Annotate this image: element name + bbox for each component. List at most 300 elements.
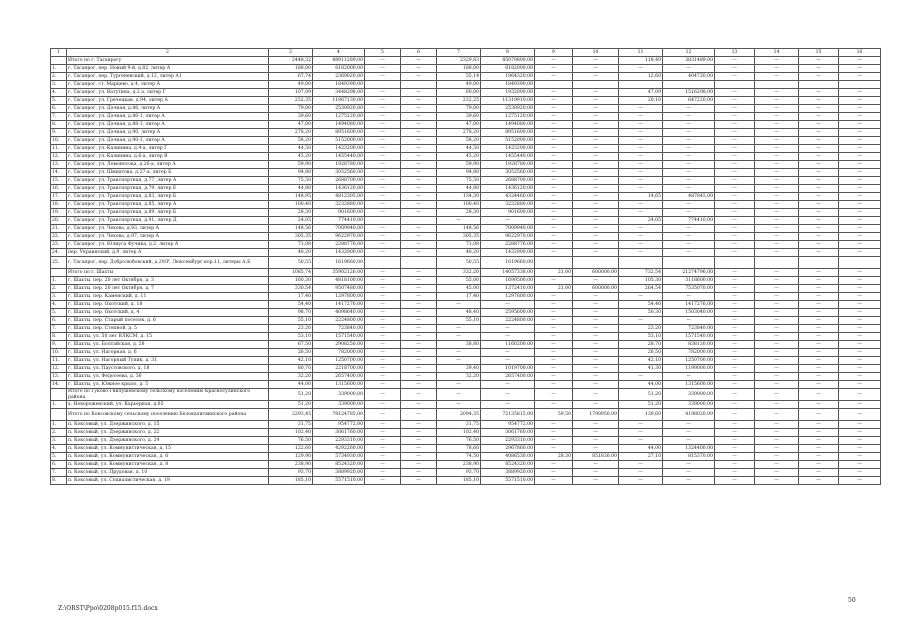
value-cell: — [573, 225, 619, 233]
value-cell: — [839, 209, 881, 217]
value-cell: 1790950,00 [573, 409, 619, 421]
value-cell: — [573, 185, 619, 193]
value-cell: — [799, 241, 839, 249]
value-cell: 1619660,00 [313, 257, 365, 269]
value-cell: — [715, 381, 755, 389]
value-cell: — [573, 365, 619, 373]
value-cell: — [365, 333, 401, 341]
value-cell: — [755, 249, 799, 257]
value-cell: — [755, 217, 799, 225]
address-cell: г. Шахты, пер. Степной, д. 5 [67, 325, 269, 333]
value-cell: 1494080,00 [313, 121, 365, 129]
value-cell: — [799, 97, 839, 105]
row-number-cell: 13. [51, 373, 67, 381]
value-cell: — [401, 437, 437, 445]
value-cell: — [401, 381, 437, 389]
value-cell [799, 257, 839, 269]
value-cell: — [401, 269, 437, 277]
value-cell: 5571510,00 [481, 477, 535, 485]
value-cell: — [365, 293, 401, 301]
value-cell: 28,30 [535, 453, 573, 461]
value-cell: 40,20 [437, 249, 481, 257]
value-cell: — [365, 285, 401, 293]
value-cell: — [365, 121, 401, 129]
value-cell: — [715, 105, 755, 113]
address-cell: г. Таганрог, ул. Ватутина, д.2 а, литер Г [67, 89, 269, 97]
value-cell: — [755, 453, 799, 461]
value-cell: 71,08 [437, 241, 481, 249]
value-cell: — [799, 333, 839, 341]
value-cell: — [365, 241, 401, 249]
value-cell: — [401, 153, 437, 161]
header-row [51, 49, 881, 57]
value-cell: — [839, 193, 881, 201]
value-cell: — [535, 145, 573, 153]
value-cell: — [365, 153, 401, 161]
table-row [51, 257, 881, 269]
value-cell: — [535, 209, 573, 217]
value-cell: — [799, 89, 839, 97]
table-row [51, 225, 881, 233]
value-cell: 21274796,00 [663, 269, 715, 277]
value-cell: — [619, 317, 663, 325]
value-cell: — [619, 153, 663, 161]
address-cell: г. Шахты, ул. Федосеева, д. 36 [67, 373, 269, 381]
value-cell: — [799, 277, 839, 285]
value-cell: — [663, 429, 715, 437]
value-cell: 1494080,00 [481, 121, 535, 129]
value-cell: 1324400,00 [663, 445, 715, 453]
value-cell: — [401, 469, 437, 477]
value-cell: 100,40 [437, 201, 481, 209]
value-cell: — [573, 341, 619, 349]
value-cell: — [663, 293, 715, 301]
table-row [51, 105, 881, 113]
row-number-cell: 21. [51, 225, 67, 233]
value-cell: — [573, 145, 619, 153]
value-cell: — [401, 309, 437, 317]
value-cell: 8524320,00 [481, 461, 535, 469]
table-row [51, 309, 881, 317]
value-cell: 24,05 [269, 217, 313, 225]
value-cell: — [573, 137, 619, 145]
value-cell: — [401, 421, 437, 429]
value-cell: — [365, 453, 401, 461]
value-cell: — [619, 373, 663, 381]
value-cell: — [535, 421, 573, 429]
value-cell: — [755, 89, 799, 97]
value-cell: 55,10 [269, 317, 313, 325]
value-cell: — [839, 65, 881, 73]
value-cell: 2688700,00 [313, 177, 365, 185]
value-cell: 1964320,00 [481, 73, 535, 81]
address-cell: п. Коксовый, ул. Дзержинского, д. 22 [67, 429, 269, 437]
table-row [51, 145, 881, 153]
value-cell: — [715, 309, 755, 317]
value-cell: — [365, 89, 401, 97]
value-cell: — [365, 65, 401, 73]
value-cell: — [755, 241, 799, 249]
value-cell: — [715, 453, 755, 461]
address-cell: г. Таганрог, ул. Дачная, д.90-1, литер А [67, 137, 269, 145]
row-number-cell: 20. [51, 217, 67, 225]
value-cell: 1436120,00 [481, 185, 535, 193]
value-cell: 1199000,00 [663, 365, 715, 373]
value-cell: — [619, 437, 663, 445]
row-number-cell: 12. [51, 153, 67, 161]
value-cell: — [715, 317, 755, 325]
table-row [51, 137, 881, 145]
value-cell: — [799, 269, 839, 277]
table-row [51, 169, 881, 177]
table-row [51, 301, 881, 309]
value-cell: — [365, 429, 401, 437]
value-cell: 1417276,00 [313, 301, 365, 309]
value-cell: 148,56 [437, 225, 481, 233]
value-cell: — [663, 373, 715, 381]
value-cell: 2448,32 [269, 57, 313, 65]
table-row [51, 445, 881, 453]
value-cell: — [839, 89, 881, 97]
value-cell: 45,00 [437, 285, 481, 293]
value-cell: — [365, 233, 401, 241]
value-cell: 129,90 [269, 453, 313, 461]
address-cell: г. Таганрог, ул. Чехова, д.93, литер А [67, 225, 269, 233]
value-cell: 4292260,00 [313, 445, 365, 453]
value-cell: 4098640,00 [313, 309, 365, 317]
value-cell: — [365, 193, 401, 201]
value-cell: 67,74 [269, 73, 313, 81]
value-cell: — [401, 373, 437, 381]
address-cell: г. Таганрог, ул. Юлиуса Фучика, д.2, литер А [67, 241, 269, 249]
value-cell: 39,40 [437, 365, 481, 373]
value-cell: — [619, 65, 663, 73]
value-cell: — [573, 241, 619, 249]
value-cell: — [401, 89, 437, 97]
address-cell: г. Шахты, пер. Охотский, д. 18 [67, 301, 269, 309]
value-cell: — [401, 233, 437, 241]
value-cell: 723840,00 [663, 325, 715, 333]
value-cell: — [365, 177, 401, 185]
value-cell: — [715, 217, 755, 225]
value-cell: 1297800,00 [481, 293, 535, 301]
value-cell: — [573, 293, 619, 301]
value-cell: — [365, 249, 401, 257]
value-cell: — [839, 461, 881, 469]
value-cell: — [619, 177, 663, 185]
value-cell [755, 257, 799, 269]
value-cell: — [663, 461, 715, 469]
value-cell: — [573, 57, 619, 65]
value-cell: — [839, 169, 881, 177]
value-cell: — [839, 409, 881, 421]
value-cell: — [839, 97, 881, 105]
value-cell: — [365, 201, 401, 209]
value-cell [573, 81, 619, 89]
value-cell: — [663, 233, 715, 241]
value-cell: 42,10 [269, 357, 313, 365]
value-cell: 4818100,00 [313, 277, 365, 285]
value-cell: — [799, 73, 839, 81]
value-cell: — [839, 325, 881, 333]
value-cell: — [535, 169, 573, 177]
value-cell: — [619, 161, 663, 169]
value-cell: — [619, 233, 663, 241]
value-cell: — [715, 129, 755, 137]
address-cell: г. Таганрог, ул. Транспортная, д.77, литер А [67, 177, 269, 185]
value-cell: — [535, 97, 573, 105]
value-cell: 1297800,00 [313, 293, 365, 301]
address-cell: г. Таганрог, ул. Гречецкая, д.94, литер А [67, 97, 269, 105]
value-cell: — [619, 429, 663, 437]
address-cell: пер. Украинский, д.9, литер А [67, 249, 269, 257]
value-cell: 58,20 [269, 137, 313, 145]
value-cell: — [619, 421, 663, 429]
value-cell: — [401, 185, 437, 193]
value-cell: 252,35 [269, 97, 313, 105]
value-cell: — [839, 309, 881, 317]
table-row [51, 437, 881, 445]
value-cell: — [715, 421, 755, 429]
address-cell: г. Таганрог, ул. Транспортная, д.79, литер Е [67, 185, 269, 193]
value-cell: — [365, 277, 401, 285]
value-cell: — [619, 477, 663, 485]
value-cell: — [799, 177, 839, 185]
row-number-cell: 8. [51, 333, 67, 341]
value-cell: — [481, 217, 535, 225]
value-cell: — [839, 381, 881, 389]
value-cell: — [573, 325, 619, 333]
value-cell: — [401, 161, 437, 169]
value-cell: 3061760,00 [481, 429, 535, 437]
row-number-cell: 1. [51, 401, 67, 409]
value-cell: — [573, 309, 619, 317]
value-cell: 75,50 [269, 177, 313, 185]
value-cell: — [663, 177, 715, 185]
value-cell: — [715, 437, 755, 445]
value-cell: 79,00 [437, 105, 481, 113]
value-cell: — [365, 349, 401, 357]
address-cell: г. Таганрог, ул. Калинина, д.6-а, литер В [67, 153, 269, 161]
value-cell: — [715, 57, 755, 65]
value-cell: 1516298,00 [663, 89, 715, 97]
value-cell: 71,08 [269, 241, 313, 249]
address-cell: г. Таганрог, пер. Новый 9-й, д.82, литер А [67, 65, 269, 73]
value-cell: — [755, 381, 799, 389]
value-cell: — [799, 57, 839, 65]
value-cell: — [715, 277, 755, 285]
value-cell: 8951600,00 [481, 129, 535, 137]
value-cell: — [799, 193, 839, 201]
address-cell: г. Таганрог, ул. Транспортная, д.89, литер Б [67, 209, 269, 217]
value-cell: — [573, 209, 619, 217]
value-cell: — [755, 145, 799, 153]
value-cell: 160,30 [269, 277, 313, 285]
value-cell: — [755, 185, 799, 193]
value-cell: 139,60 [619, 409, 663, 421]
value-cell: 88911289,00 [313, 57, 365, 65]
value-cell: — [799, 381, 839, 389]
value-cell: — [839, 389, 881, 401]
value-cell: — [799, 293, 839, 301]
value-cell: — [799, 357, 839, 365]
address-cell: г. Таганрог, ул. Дачная, д.90, литер А [67, 129, 269, 137]
value-cell: — [755, 201, 799, 209]
value-cell: — [799, 445, 839, 453]
value-cell: — [573, 461, 619, 469]
header-cell: 2 [67, 49, 269, 57]
table-row [51, 121, 881, 129]
value-cell: 1571540,00 [663, 333, 715, 341]
value-cell [365, 217, 401, 225]
value-cell: — [755, 333, 799, 341]
value-cell: — [535, 325, 573, 333]
row-number-cell: 5. [51, 309, 67, 317]
value-cell: 85079800,00 [481, 57, 535, 65]
value-cell: — [619, 185, 663, 193]
value-cell: 39,60 [437, 113, 481, 121]
value-cell: — [839, 349, 881, 357]
value-cell: — [715, 461, 755, 469]
value-cell: — [715, 357, 755, 365]
value-cell: — [365, 269, 401, 277]
value-cell: — [839, 301, 881, 309]
value-cell: 7009940,00 [481, 225, 535, 233]
value-cell: — [755, 317, 799, 325]
value-cell: — [755, 105, 799, 113]
value-cell: — [663, 105, 715, 113]
value-cell: — [715, 225, 755, 233]
value-cell: — [401, 145, 437, 153]
value-cell: — [839, 105, 881, 113]
value-cell: — [663, 153, 715, 161]
value-cell: — [755, 121, 799, 129]
value-cell: — [799, 437, 839, 445]
value-cell: — [715, 409, 755, 421]
value-cell: 1455440,00 [481, 153, 535, 161]
value-cell: 59,90 [269, 161, 313, 169]
value-cell: 4812305,00 [313, 193, 365, 201]
value-cell: 44,80 [269, 185, 313, 193]
value-cell: 305,35 [437, 233, 481, 241]
value-cell: — [401, 445, 437, 453]
header-cell: 15 [799, 49, 839, 57]
value-cell: — [799, 285, 839, 293]
table-row [51, 73, 881, 81]
value-cell: — [365, 105, 401, 113]
value-cell: — [755, 309, 799, 317]
value-cell: 600000,00 [573, 285, 619, 293]
table-row [51, 97, 881, 105]
value-cell: 32,20 [269, 373, 313, 381]
value-cell: 47,00 [269, 121, 313, 129]
value-cell: — [755, 161, 799, 169]
header-cell: 11 [619, 49, 663, 57]
value-cell: 1423200,00 [313, 145, 365, 153]
header-cell: 5 [365, 49, 401, 57]
table-row [51, 277, 881, 285]
value-cell: — [663, 137, 715, 145]
value-cell: — [799, 121, 839, 129]
value-cell: — [401, 333, 437, 341]
value-cell: 100,40 [269, 201, 313, 209]
value-cell: — [715, 365, 755, 373]
address-cell: г. Таганрог, ул. Чехова, д.97, литер А [67, 233, 269, 241]
value-cell: — [839, 469, 881, 477]
header-cell: 12 [663, 49, 715, 57]
value-cell: 2688700,00 [481, 177, 535, 185]
value-cell: — [573, 349, 619, 357]
value-cell: 42,10 [619, 357, 663, 365]
value-cell: — [755, 429, 799, 437]
value-cell: 14057338,00 [481, 269, 535, 277]
value-cell: 647220,00 [663, 97, 715, 105]
value-cell: — [839, 201, 881, 209]
row-number-cell [51, 269, 67, 277]
value-cell: 78124785,00 [313, 409, 365, 421]
value-cell: — [755, 357, 799, 365]
table-row [51, 185, 881, 193]
value-cell: — [755, 469, 799, 477]
value-cell: — [401, 429, 437, 437]
value-cell: 1699500,00 [481, 277, 535, 285]
value-cell: — [437, 325, 481, 333]
value-cell: — [839, 357, 881, 365]
value-cell: 31,75 [437, 421, 481, 429]
value-cell: — [365, 57, 401, 65]
value-cell: 9622970,00 [313, 233, 365, 241]
value-cell: 2530920,00 [481, 105, 535, 113]
value-cell: 3118600,00 [663, 277, 715, 285]
value-cell: 75,50 [437, 177, 481, 185]
value-cell: — [535, 233, 573, 241]
value-cell: 4198020,00 [663, 409, 715, 421]
value-cell: 98,70 [269, 309, 313, 317]
table-row [51, 349, 881, 357]
value-cell: — [755, 349, 799, 357]
value-cell: — [535, 201, 573, 209]
value-cell: — [755, 193, 799, 201]
value-cell: — [799, 153, 839, 161]
value-cell: — [535, 437, 573, 445]
value-cell: 44,00 [619, 381, 663, 389]
value-cell: — [573, 97, 619, 105]
value-cell: 4086530,00 [481, 453, 535, 461]
row-number-cell: 9. [51, 129, 67, 137]
address-cell: г. Шахты, пер. 20 лет Октября, д. 3 [67, 277, 269, 285]
value-cell: 264,54 [619, 285, 663, 293]
value-cell: — [839, 453, 881, 461]
address-cell: Итого по Коксовскому сельскому поселению Белокалитвинского района [67, 409, 269, 421]
value-cell: — [401, 301, 437, 309]
value-cell: — [839, 241, 881, 249]
address-cell: п. Коксовый, ул. Социалистическая, д. 19 [67, 477, 269, 485]
value-cell: — [799, 429, 839, 437]
row-number-cell: 2. [51, 285, 67, 293]
value-cell: 51,20 [619, 389, 663, 401]
value-cell: — [715, 285, 755, 293]
table-row [51, 129, 881, 137]
value-cell: — [715, 293, 755, 301]
value-cell: — [535, 301, 573, 309]
value-cell: — [715, 389, 755, 401]
value-cell: 1372410,00 [481, 285, 535, 293]
value-cell: 901600,00 [481, 209, 535, 217]
value-cell: — [535, 317, 573, 325]
value-cell: — [535, 365, 573, 373]
value-cell: — [799, 301, 839, 309]
value-cell: — [401, 105, 437, 113]
